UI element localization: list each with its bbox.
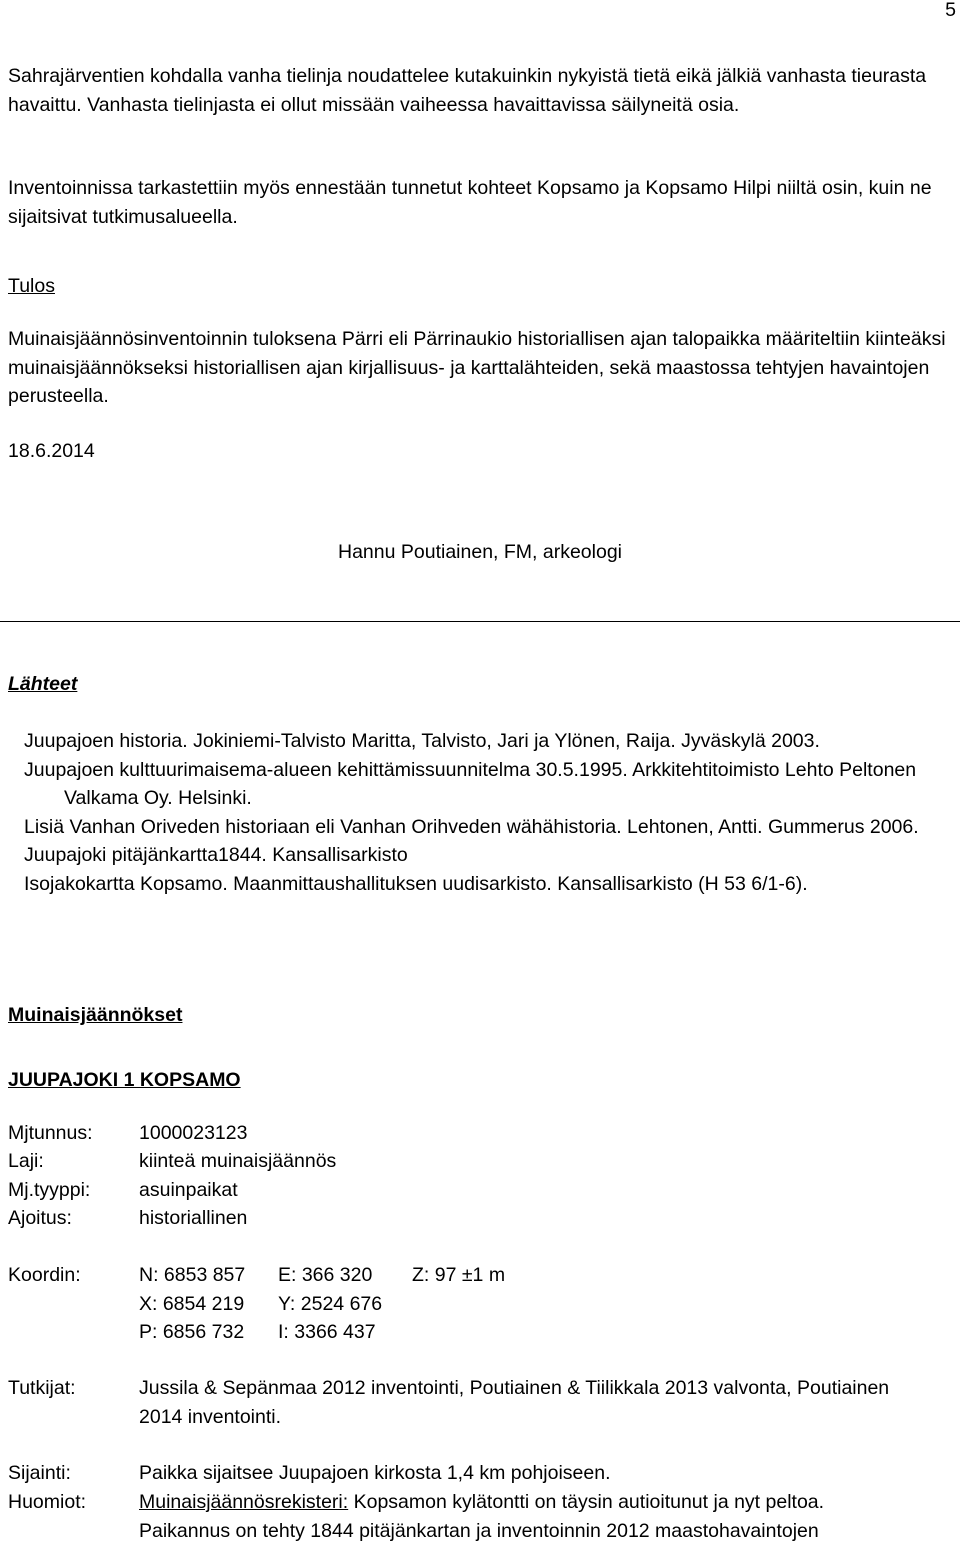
field-value: asuinpaikat bbox=[139, 1179, 238, 1201]
huomiot-line2: Paikannus on tehty 1844 pitäjänkartan ja inventoinnin 2012 maastohavaintojen bbox=[139, 1519, 819, 1542]
coordinate-value: Z: 97 ±1 m bbox=[412, 1264, 506, 1286]
reference-item: Juupajoki pitäjänkartta1844. Kansallisarkisto bbox=[24, 844, 408, 866]
coordinate-row bbox=[139, 1261, 929, 1290]
field-laji bbox=[8, 1147, 958, 1175]
paragraph-tielinja: Sahrajärventien kohdalla vanha tielinja noudattelee kutakuinkin nykyistä tietä eikä jälkiä vanhasta tieurasta havaittu. Vanhasta tielinjasta ei ollut missään vaiheessa havaittavissa säilyneitä osia. bbox=[8, 65, 927, 116]
rekisteri-link[interactable]: Muinaisjäännösrekisteri: bbox=[139, 1491, 349, 1513]
coordinate-value: N: 6853 857 bbox=[139, 1264, 246, 1286]
page-number: 5 bbox=[945, 0, 956, 21]
field-value: Paikka sijaitsee Juupajoen kirkosta 1,4 km pohjoiseen. bbox=[139, 1462, 611, 1484]
coordinates-block bbox=[139, 1261, 929, 1347]
field-value: historiallinen bbox=[139, 1207, 248, 1229]
tulos-paragraph: Muinaisjäännösinventoinnin tuloksena Pärri eli Pärrinaukio historiallisen ajan talopaikka määriteltiin kiinteäksi muinaisjäännökseksi historiallisen ajan kirjallisuus- ja karttalähteiden, sekä maastossa tehtyjen havaintojen perusteella. bbox=[8, 328, 946, 407]
huomiot-text: Kopsamon kylätontti on täysin autioitunut ja nyt peltoa. bbox=[348, 1491, 825, 1513]
coordinate-value: I: 3366 437 bbox=[278, 1321, 376, 1343]
field-label: Ajoitus: bbox=[8, 1207, 72, 1229]
coordinate-value: X: 6854 219 bbox=[139, 1292, 245, 1315]
field-label: Mjtunnus: bbox=[8, 1122, 93, 1144]
report-date: 18.6.2014 bbox=[8, 440, 95, 462]
field-value: Jussila & Sepänmaa 2012 inventointi, Poutiainen & Tiilikkala 2013 valvonta, Poutiainen 2014 inventointi. bbox=[139, 1377, 890, 1428]
field-value: 1000023123 bbox=[139, 1122, 248, 1144]
field-koordin bbox=[8, 1261, 958, 1347]
field-label: Sijainti: bbox=[8, 1462, 71, 1484]
coordinate-value: Y: 2524 676 bbox=[278, 1292, 383, 1315]
coordinate-value: E: 366 320 bbox=[278, 1264, 373, 1286]
field-label: Huomiot: bbox=[8, 1491, 87, 1513]
reference-item: Isojakokartta Kopsamo. Maanmittaushallituksen uudisarkisto. Kansallisarkisto (H 53 6/1-6). bbox=[24, 872, 808, 895]
paragraph-inventointi: Inventoinnissa tarkastettiin myös ennestään tunnetut kohteet Kopsamo ja Kopsamo Hilpi niiltä osin, kuin ne sijaitsivat tutkimusalueella. bbox=[8, 177, 932, 228]
author-signature: Hannu Poutiainen, FM, arkeologi bbox=[338, 541, 622, 563]
section-divider bbox=[0, 621, 960, 622]
field-label: Tutkijat: bbox=[8, 1377, 76, 1399]
lahteet-heading: Lähteet bbox=[8, 673, 78, 695]
field-mjtunnus bbox=[8, 1119, 958, 1147]
muinaisjaannokset-heading: Muinaisjäännökset bbox=[8, 1004, 183, 1026]
field-mjtyyppi bbox=[8, 1176, 958, 1204]
reference-item: Lisiä Vanhan Oriveden historiaan eli Vanhan Orihveden wähähistoria. Lehtonen, Antti. Gummerus 2006. bbox=[24, 815, 919, 838]
field-label: Laji: bbox=[8, 1150, 44, 1172]
references-list bbox=[24, 727, 954, 898]
coordinate-row bbox=[139, 1318, 929, 1347]
field-value bbox=[139, 1488, 929, 1545]
tulos-heading: Tulos bbox=[8, 275, 55, 297]
field-tutkijat bbox=[8, 1374, 958, 1432]
site-title: JUUPAJOKI 1 KOPSAMO bbox=[8, 1069, 241, 1091]
coordinate-value: P: 6856 732 bbox=[139, 1321, 245, 1343]
reference-item: Juupajoen kulttuurimaisema-alueen kehittämissuunnitelma 30.5.1995. Arkkitehtitoimisto Lehto Peltonen Valkama Oy. Helsinki. bbox=[24, 758, 917, 809]
field-label: Mj.tyyppi: bbox=[8, 1179, 91, 1201]
field-value: kiinteä muinaisjäännös bbox=[139, 1150, 337, 1172]
field-label: Koordin: bbox=[8, 1264, 81, 1286]
coordinate-row bbox=[139, 1290, 929, 1319]
field-ajoitus bbox=[8, 1204, 958, 1232]
reference-item: Juupajoen historia. Jokiniemi-Talvisto Maritta, Talvisto, Jari ja Ylönen, Raija. Jyväskylä 2003. bbox=[24, 730, 820, 752]
field-sijainti bbox=[8, 1459, 958, 1487]
field-huomiot bbox=[8, 1488, 958, 1545]
